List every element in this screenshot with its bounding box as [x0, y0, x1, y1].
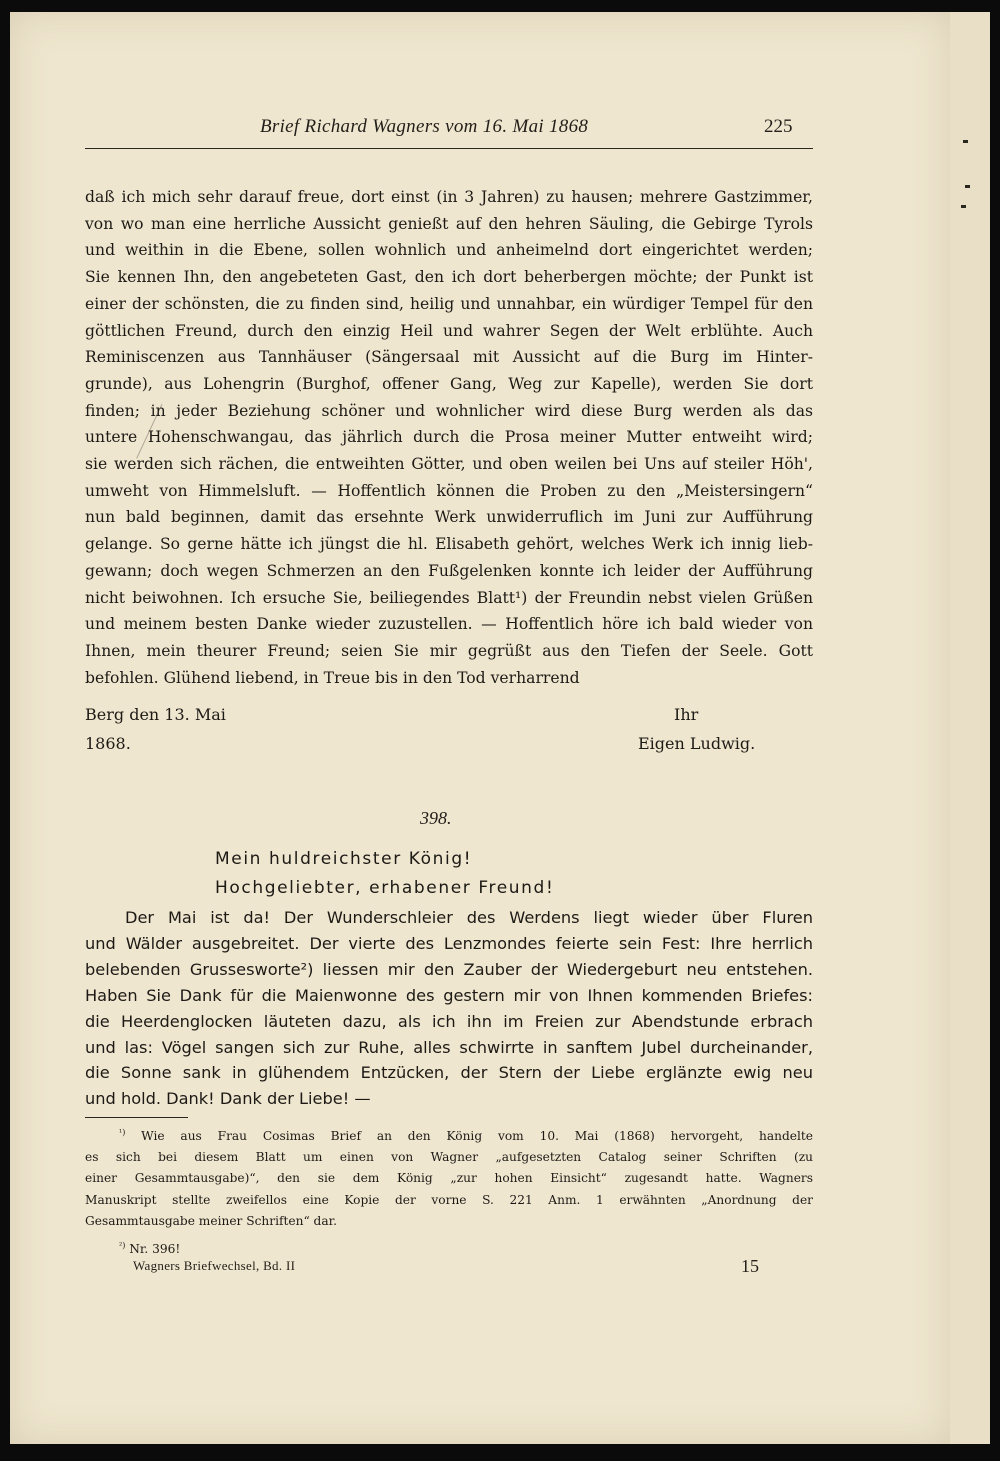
- text-line: grunde), aus Lohengrin (Burghof, offener Gang, Weg zur Kapelle), werden Sie dort: [85, 374, 813, 393]
- text-line: und las: Vögel sangen sich zur Ruhe, alles schwirrte in sanftem Jubel durcheinander,: [85, 1037, 813, 1057]
- text-line: sie werden sich rächen, die entweihten Götter, und oben weilen bei Uns auf steiler Höh',: [85, 455, 813, 474]
- text-line: belebenden Grussesworte²) liessen mir den Zauber der Wiedergeburt neu entstehen.: [85, 959, 813, 979]
- text-line: Der Mai ist da! Der Wunderschleier des Werdens liegt wieder über Fluren: [125, 908, 813, 927]
- text-line: die Heerdenglocken läuteten dazu, als ich ihn im Freien zur Abendstunde erbrach: [85, 1011, 813, 1031]
- text-line: und Wälder ausgebreitet. Der vierte des Lenzmondes feierte sein Fest: Ihre herrlich: [85, 933, 813, 953]
- place-line: Berg den 13. Mai: [85, 705, 226, 724]
- text-line: gewann; doch wegen Schmerzen an den Fußgelenken konnte ich leider der Aufführung: [85, 561, 813, 580]
- text-line: Haben Sie Dank für die Maienwonne des gestern mir von Ihnen kommenden Briefes:: [85, 985, 813, 1005]
- text-line: nun bald beginnen, damit das ersehnte Werk unwiderruflich im Juni zur Aufführung: [85, 508, 813, 527]
- sheet-number: 15: [741, 1256, 759, 1276]
- closing: [638, 700, 755, 758]
- text-line: nicht beiwohnen. Ich ersuche Sie, beiliegendes Blatt¹) der Freundin nebst vielen Grüßen: [85, 588, 813, 607]
- footnote-marker: ²): [119, 1241, 126, 1251]
- signer-name: Eigen Ludwig.: [638, 734, 756, 753]
- text-line: befohlen. Glühend liebend, in Treue bis in den Tod verharrend: [85, 668, 580, 687]
- place-date: [85, 700, 226, 758]
- text-line: und hold. Dank! Dank der Liebe! —: [85, 1089, 371, 1109]
- footnote-line: [85, 1122, 813, 1147]
- footnotes: [85, 1122, 813, 1260]
- fraktur-paragraph: [85, 184, 813, 691]
- letter-body: [85, 905, 813, 1112]
- text-line: daß ich mich sehr darauf freue, dort einst (in 3 Jahren) zu hausen; mehrere Gastzimmer,: [85, 188, 813, 206]
- text-line: von wo man eine herrliche Aussicht genießt auf den hehren Säuling, die Gebirge Tyrols: [85, 214, 813, 233]
- footnote-line: Gesammtausgabe meiner Schriften“ dar.: [85, 1213, 337, 1228]
- salutation-line: Mein huldreichster König!: [215, 849, 473, 869]
- running-title: Brief Richard Wagners vom 16. Mai 1868: [260, 116, 589, 137]
- footnote-marker: ¹): [119, 1128, 126, 1137]
- text-line: und meinem besten Danke wieder zuzustellen. — Hoffentlich höre ich bald wieder von: [85, 615, 813, 634]
- closing-line: Ihr: [674, 705, 699, 724]
- text-line: untere Hohenschwangau, das jährlich durch die Prosa meiner Mutter entweiht wird;: [85, 428, 813, 447]
- page-number: 225: [764, 116, 793, 137]
- header-rule: [85, 148, 813, 149]
- text-line: und weithin in die Ebene, sollen wohnlich und anheimelnd dort eingerichtet werden;: [85, 241, 813, 260]
- text-line: die Sonne sank in glühendem Entzücken, der Stern der Liebe erglänzte ewig neu: [85, 1063, 813, 1083]
- footnote-line: es sich bei diesem Blatt um einen von Wagner „aufgesetzten Catalog seiner Schriften (zu: [85, 1150, 813, 1165]
- salutation: [215, 845, 554, 903]
- text-line: göttlichen Freund, durch den einzig Heil und wahrer Segen der Welt erblühte. Auch: [85, 321, 813, 340]
- footnote-line: [85, 1235, 813, 1260]
- letter-number: 398.: [420, 808, 452, 828]
- footnote-text: Wie aus Frau Cosimas Brief an den König vom 10. Mai (1868) hervorgeht, handelte: [141, 1129, 813, 1144]
- adjacent-page-edge: [950, 12, 990, 1444]
- year-line: 1868.: [85, 734, 131, 753]
- footnote-text: Nr. 396!: [129, 1242, 181, 1257]
- scan-marks: [955, 100, 985, 220]
- text-line: Sie kennen Ihn, den angebeteten Gast, den ich dort beherbergen möchte; der Punkt ist: [85, 268, 813, 287]
- text-line: finden; in jeder Beziehung schöner und wohnlicher wird diese Burg werden als das: [85, 401, 813, 420]
- footnote-line: einer Gesammtausgabe)“, den sie dem König „zur hohen Einsicht“ zugesandt hatte. Wagners: [85, 1171, 813, 1186]
- text-line: gelange. So gerne hätte ich jüngst die hl. Elisabeth gehört, welches Werk ich innig lieb-: [85, 535, 813, 554]
- footnote-line: Manuskript stellte zweifellos eine Kopie der vorne S. 221 Anm. 1 erwähnten „Anordnung der: [85, 1192, 813, 1207]
- footnote-rule: [85, 1117, 188, 1118]
- printer-signature: Wagners Briefwechsel, Bd. II: [133, 1258, 296, 1273]
- text-line: einer der schönsten, die zu finden sind, heilig und unnahbar, ein würdiger Tempel für den: [85, 294, 813, 313]
- text-line: Ihnen, mein theurer Freund; seien Sie mir gegrüßt aus den Tiefen der Seele. Gott: [85, 641, 813, 660]
- text-line: umweht von Himmelsluft. — Hoffentlich können die Proben zu den „Meistersingern“: [85, 481, 813, 500]
- text-line: Reminiscenzen aus Tannhäuser (Sängersaal mit Aussicht auf die Burg im Hinter-: [85, 348, 813, 367]
- salutation-line: Hochgeliebter, erhabener Freund!: [215, 878, 555, 898]
